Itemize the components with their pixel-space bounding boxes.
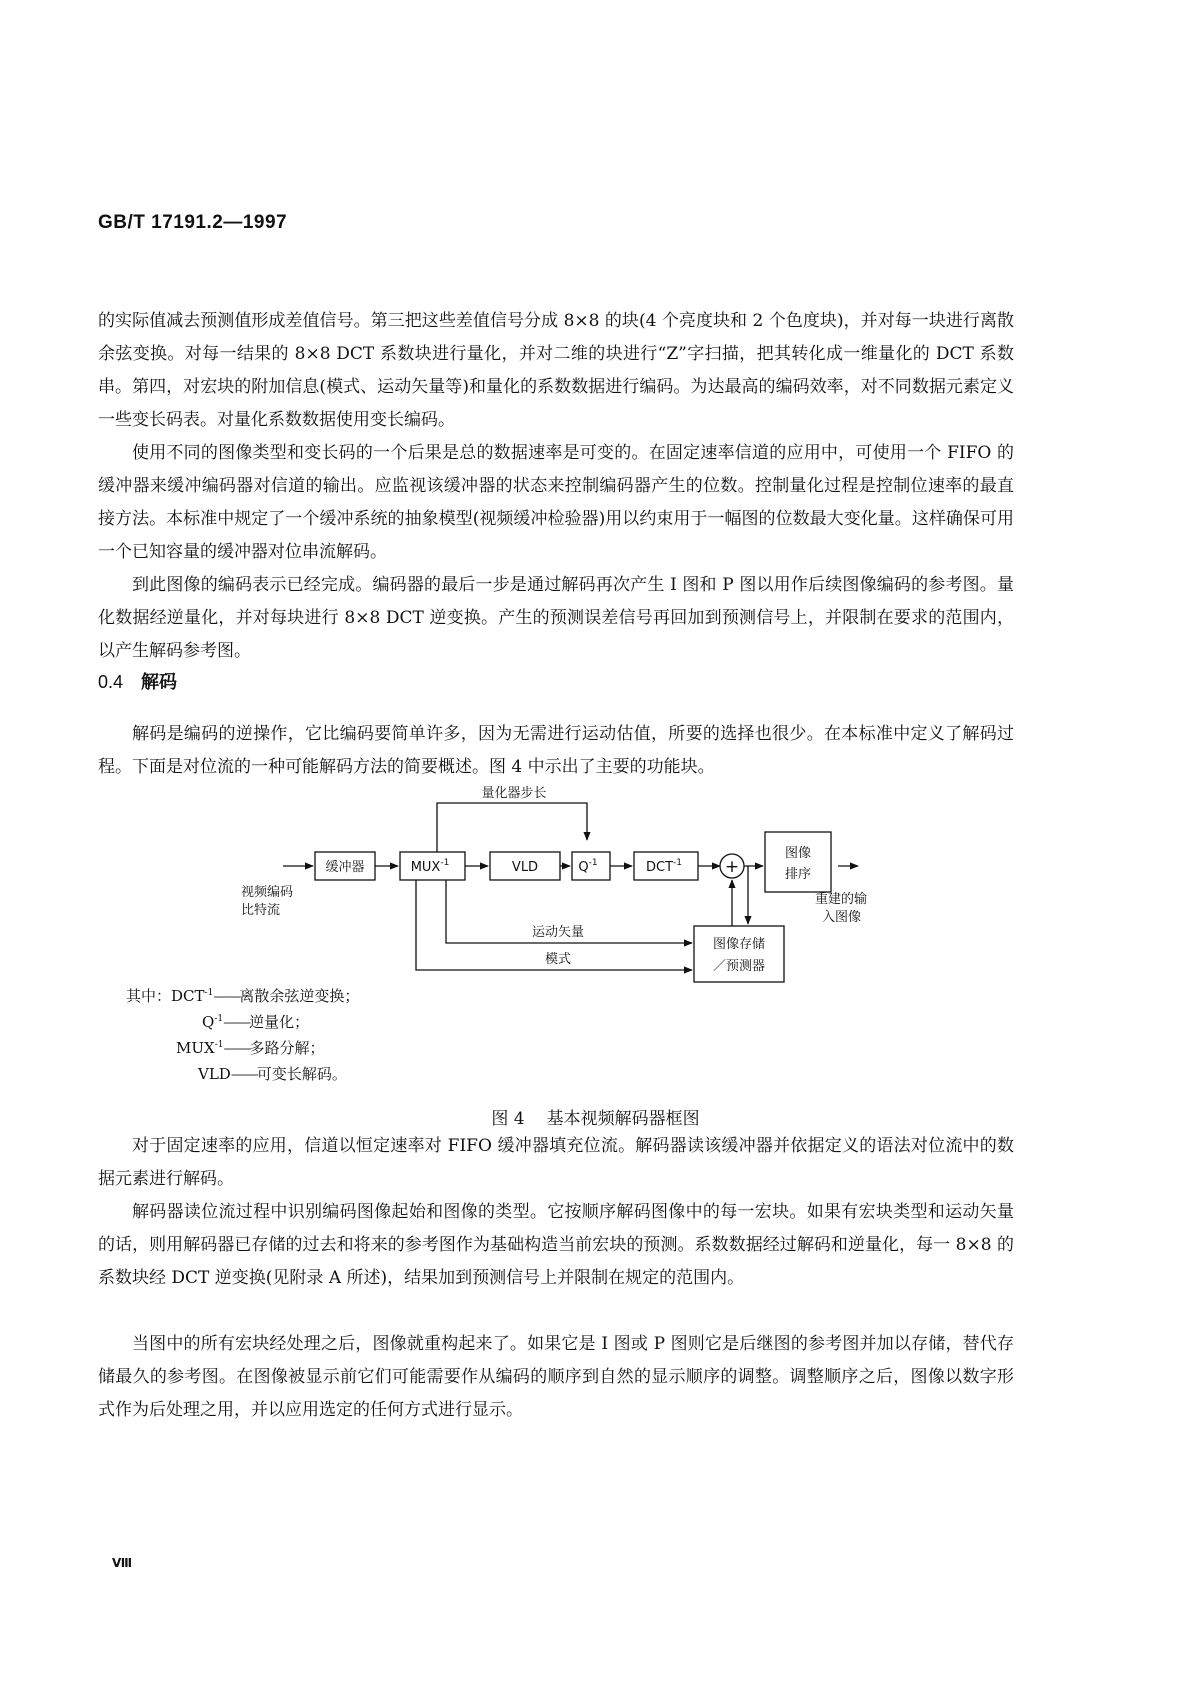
page-number: Ⅷ [112, 1556, 133, 1570]
input-label-2: 比特流 [241, 903, 281, 918]
paragraph-data-rate: 使用不同的图像类型和变长码的一个后果是总的数据速率是可变的。在固定速率信道的应用中，可使用一个 FIFO 的缓冲器来缓冲编码器对信道的输出。应监视该缓冲器的状态来控制编码器产生的位数。控制量化过程是控制位速率的最直接方法。本标准中规定了一个缓冲系统的抽象模型(视频缓冲检验器)用以约束用于一幅图的位数最大变化量。这样确保可用一个已知容量的缓冲器对位串流解码。 [98, 443, 1014, 562]
quant-step-line [437, 803, 587, 852]
adder-plus: + [724, 857, 740, 877]
legend-dash: —— [223, 1039, 250, 1057]
section-title: 解码 [141, 672, 178, 693]
reorder-label-2: 排序 [784, 867, 812, 882]
mux-term: MUX [410, 860, 441, 875]
output-label-2: 入图像 [822, 910, 862, 925]
buffer-label: 缓冲器 [325, 860, 365, 875]
legend-sup: -1 [214, 1040, 224, 1050]
legend-row-mux [176, 1037, 324, 1058]
input-label-1: 视频编码 [241, 885, 294, 900]
motion-vector-label: 运动矢量 [531, 925, 585, 940]
legend-row-q [202, 1011, 309, 1032]
output-label-1: 重建的输 [815, 892, 868, 907]
vld-label: VLD [511, 860, 539, 875]
figure-caption [0, 1104, 1191, 1129]
legend-desc: 多路分解； [249, 1039, 325, 1057]
legend-prefix: 其中： [126, 987, 172, 1005]
legend-desc: 离散余弦逆变换； [239, 987, 360, 1005]
mux-superscript: -1 [440, 858, 450, 868]
q-superscript: -1 [588, 858, 598, 868]
legend-term: DCT [171, 987, 205, 1005]
dct-term: DCT [645, 860, 674, 875]
store-label-2: ／预测器 [712, 959, 766, 974]
document-header: GB/T 17191.2—1997 [98, 212, 288, 233]
paragraph-decoding-intro: 解码是编码的逆操作，它比编码要简单许多，因为无需进行运动估值，所要的选择也很少。在本标准中定义了解码过程。下面是对位流的一种可能解码方法的简要概述。图 4 中示出了主要的功能块。 [98, 724, 1014, 777]
paragraph-fifo: 对于固定速率的应用，信道以恒定速率对 FIFO 缓冲器填充位流。解码器读该缓冲器并依据定义的语法对位流中的数据元素进行解码。 [98, 1136, 1014, 1189]
q-term: Q [578, 860, 589, 875]
legend-term: VLD [198, 1065, 231, 1083]
legend-term: Q [202, 1013, 215, 1031]
paragraph-reconstruction: 当图中的所有宏块经处理之后，图像就重构起来了。如果它是 I 图或 P 图则它是后继图的参考图并加以存储，替代存储最久的参考图。在图像被显示前它们可能需要作从编码的顺序到自然的显示顺序的调整。调整顺序之后，图像以数字形式作为后处理之用，并以应用选定的任何方式进行显示。 [98, 1334, 1014, 1420]
reorder-label-1: 图像 [784, 846, 812, 861]
legend-dash: —— [230, 1065, 257, 1083]
legend-term: MUX [176, 1039, 215, 1057]
mode-label: 模式 [544, 952, 572, 967]
quant-step-label: 量化器步长 [481, 786, 547, 801]
legend-desc: 逆量化； [249, 1013, 310, 1031]
figure-title: 基本视频解码器框图 [546, 1109, 700, 1129]
legend-dash: —— [213, 987, 240, 1005]
legend-sup: -1 [214, 1014, 224, 1024]
paragraph-macroblock: 解码器读位流过程中识别编码图像起始和图像的类型。它按顺序解码图像中的每一宏块。如果有宏块类型和运动矢量的话，则用解码器已存储的过去和将来的参考图作为基础构造当前宏块的预测。系数数据经过解码和逆量化，每一 8×8 的系数块经 DCT 逆变换(见附录 A 所述)，结果加到预测信号上并限制在规定的范围内。 [98, 1202, 1014, 1288]
paragraph-continued: 的实际值减去预测值形成差值信号。第三把这些差值信号分成 8×8 的块(4 个亮度块和 2 个色度块)，并对每一块进行离散余弦变换。对每一结果的 8×8 DCT 系数块进行量化，并对二维的块进行“Z”字扫描，把其转化成一维量化的 DCT 系数串。第四，对宏块的附加信息(模式、运动矢量等)和量化的系数数据进行编码。为达最高的编码效率，对不同数据元素定义一些变长码表。对量化系数数据使用变长编码。 [98, 311, 1014, 430]
paragraph-reference-picture: 到此图像的编码表示已经完成。编码器的最后一步是通过解码再次产生 I 图和 P 图以用作后续图像编码的参考图。量化数据经逆量化，并对每块进行 8×8 DCT 逆变换。产生的预测误差信号再回加到预测信号上，并限制在要求的范围内，以产生解码参考图。 [98, 575, 1014, 661]
dct-superscript: -1 [673, 858, 683, 868]
store-label-1: 图像存储 [712, 937, 766, 952]
legend-desc: 可变长解码。 [256, 1065, 347, 1083]
legend-row-vld [198, 1063, 347, 1084]
legend-dash: —— [223, 1013, 250, 1031]
section-number: 0.4 [98, 672, 124, 692]
legend-sup: -1 [204, 988, 214, 998]
figure-number: 图 4 [491, 1109, 525, 1129]
legend-row-dct [126, 985, 359, 1006]
reorder-block [765, 832, 831, 892]
